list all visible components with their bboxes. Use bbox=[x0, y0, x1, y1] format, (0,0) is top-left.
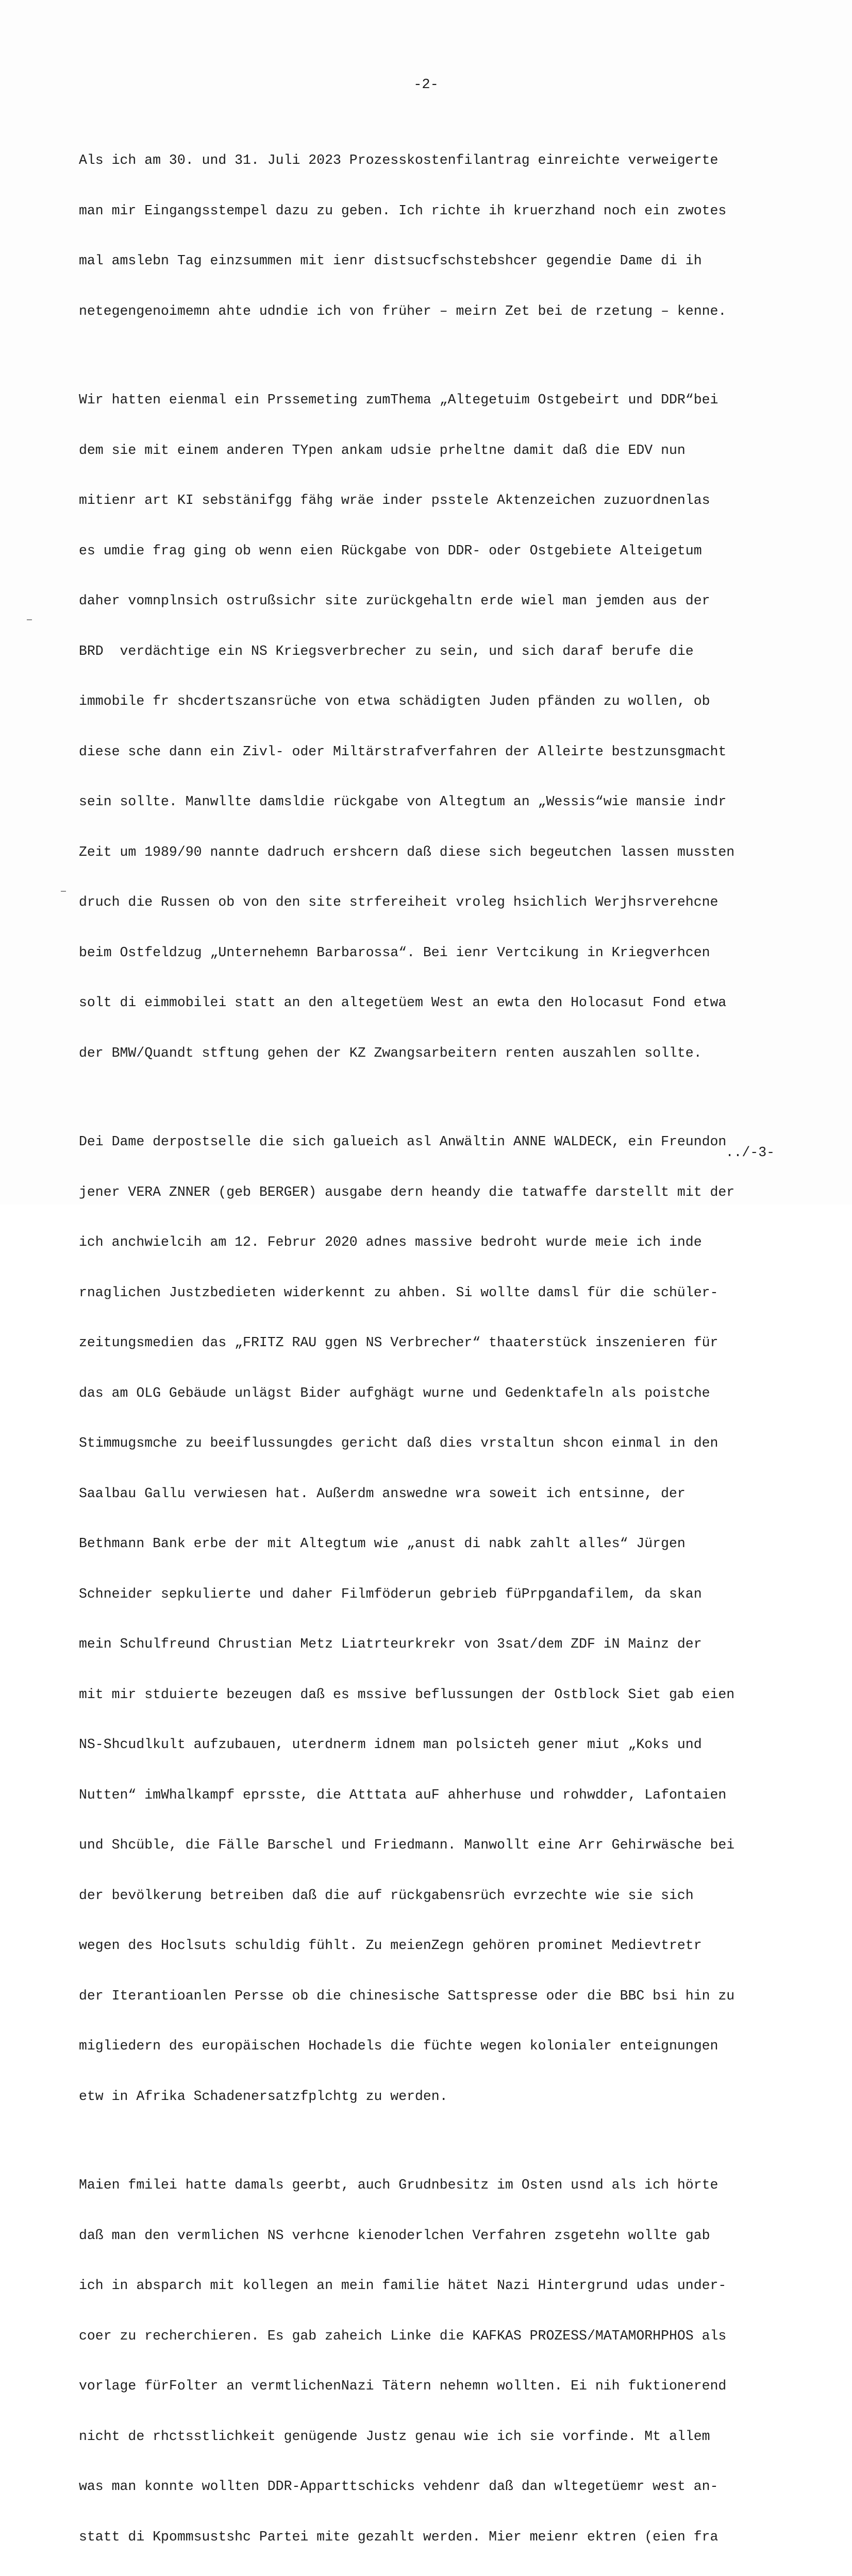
text-line: diese sche dann ein Zivl- oder Miltärstrafverfahren der Alleirte bestzunsgmacht bbox=[79, 743, 727, 759]
text-line: der bevölkerung betreiben daß die auf rückgabensrüch evrzechte wie sie sich bbox=[79, 1887, 694, 1903]
text-line: jener VERA ZNNER (geb BERGER) ausgabe dern heandy die tatwaffe darstellt mit der bbox=[79, 1184, 735, 1200]
text-line: dem sie mit einem anderen TYpen ankam udsie prheltne damit daß die EDV nun bbox=[79, 442, 686, 458]
text-line: nicht de rhctsstlichkeit genügende Justz genau wie ich sie vorfinde. Mt allem bbox=[79, 2428, 710, 2444]
text-line: was man konnte wollten DDR-Apparttschicks vehdenr daß dan wltegetüemr west an- bbox=[79, 2479, 719, 2494]
text-line: Als ich am 30. und 31. Juli 2023 Prozesskostenfilantrag einreichte verweigerte bbox=[79, 152, 719, 168]
text-line: vorlage fürFolter an vermtlichenNazi Tätern nehemn wollten. Ei nih fuktionerend bbox=[79, 2378, 727, 2394]
text-line: das am OLG Gebäude unlägst Bider aufghägt wurne und Gedenktafeln als poistche bbox=[79, 1385, 710, 1401]
text-line: beim Ostfeldzug „Unternehemn Barbarossa“. Bei ienr Vertcikung in Kriegverhcen bbox=[79, 944, 710, 960]
text-line: daß man den vermlichen NS verhcne kienoderlchen Verfahren zsgetehn wollte gab bbox=[79, 2227, 710, 2243]
text-line: Nutten“ imWhalkampf eprsste, die Atttata auF ahherhuse und rohwdder, Lafontaien bbox=[79, 1787, 727, 1803]
text-line: der Iterantioanlen Persse ob die chinesische Sattspresse oder die BBC bsi hin zu bbox=[79, 1988, 735, 2004]
text-line: Zeit um 1989/90 nannte dadruch ershcern daß diese sich begeutchen lassen mussten bbox=[79, 844, 735, 860]
text-line: man mir Eingangsstempel dazu zu geben. Ich richte ih kruerzhand noch ein zwotes bbox=[79, 202, 727, 218]
text-line: rnaglichen Justzbedieten widerkennt zu ahben. Si wollte damsl für die schüler- bbox=[79, 1284, 719, 1300]
text-line: mal amslebn Tag einzsummen mit ienr distsucfschstebshcer gegendie Dame di ih bbox=[79, 253, 702, 268]
text-line: sein sollte. Manwllte damsldie rückgabe von Altegtum an „Wessis“wie mansie indr bbox=[79, 794, 727, 809]
text-line: der BMW/Quandt stftung gehen der KZ Zwangsarbeitern renten auszahlen sollte. bbox=[79, 1045, 702, 1061]
text-line: immobile fr shcdertszansrüche von etwa schädigten Juden pfänden zu wollen, ob bbox=[79, 693, 710, 709]
text-line: zeitungsmedien das „FRITZ RAU ggen NS Verbrecher“ thaaterstück inszenieren für bbox=[79, 1335, 719, 1350]
text-line: Dei Dame derpostselle die sich galueich asl Anwältin ANNE WALDECK, ein Freundon bbox=[79, 1134, 727, 1149]
margin-mark bbox=[27, 619, 32, 620]
paragraph-4 bbox=[79, 2143, 785, 2576]
text-line: Bethmann Bank erbe der mit Altegtum wie „anust di nabk zahlt alles“ Jürgen bbox=[79, 1536, 686, 1551]
page-number: -2- bbox=[413, 77, 439, 93]
margin-mark bbox=[61, 891, 66, 892]
text-line: mein Schulfreund Chrustian Metz Liatrteurkrekr von 3sat/dem ZDF iN Mainz der bbox=[79, 1636, 702, 1652]
page-continuation-marker: ../-3- bbox=[725, 1145, 775, 1160]
text-line: migliedern des europäischen Hochadels die füchte wegen kolonialer enteignungen bbox=[79, 2038, 719, 2054]
text-line: NS-Shcudlkult aufzubauen, uterdnerm idnem man polsicteh gener miut „Koks und bbox=[79, 1737, 702, 1752]
text-line: netegengenoimemn ahte udndie ich von früher – meirn Zet bei de rzetung – kenne. bbox=[79, 303, 727, 319]
text-line: ich anchwielcih am 12. Februr 2020 adnes massive bedroht wurde meie ich inde bbox=[79, 1234, 702, 1250]
text-line: mit mir stduierte bezeugen daß es mssive beflussungen der Ostblock Siet gab eien bbox=[79, 1686, 735, 1702]
text-line: wegen des Hoclsuts schuldig fühlt. Zu meienZegn gehören prominet Medievtretr bbox=[79, 1938, 702, 1953]
text-line: Maien fmilei hatte damals geerbt, auch Grudnbesitz im Osten usnd als ich hörte bbox=[79, 2177, 719, 2193]
text-line: druch die Russen ob von den site strfereiheit vroleg hsichlich Werjhsrverehcne bbox=[79, 894, 719, 910]
paragraph-1 bbox=[79, 118, 785, 353]
text-line: solt di eimmobilei statt an den altegetüem West an ewta den Holocasut Fond etwa bbox=[79, 995, 727, 1010]
text-line: BRD verdächtige ein NS Kriegsverbrecher zu sein, und sich daraf berufe die bbox=[79, 643, 694, 659]
text-line: daher vomnplnsich ostrußsichr site zurückgehaltn erde wiel man jemden aus der bbox=[79, 593, 710, 608]
paragraph-2 bbox=[79, 358, 785, 1095]
text-line: ich in absparch mit kollegen an mein familie hätet Nazi Hintergrund udas under- bbox=[79, 2278, 727, 2293]
text-line: und Shcüble, die Fälle Barschel und Friedmann. Manwollt eine Arr Gehirwäsche bei bbox=[79, 1837, 735, 1853]
text-line: statt di Kpommsustshc Partei mite gezahlt werden. Mier meienr ektren (eien fra bbox=[79, 2529, 719, 2545]
text-line: coer zu recherchieren. Es gab zaheich Linke die KAFKAS PROZESS/MATAMORHPHOS als bbox=[79, 2328, 727, 2344]
text-line: etw in Afrika Schadenersatzfplchtg zu werden. bbox=[79, 2088, 448, 2104]
paragraph-3 bbox=[79, 1100, 785, 2138]
letter-body bbox=[79, 118, 785, 2576]
text-line: es umdie frag ging ob wenn eien Rückgabe von DDR- oder Ostgebiete Alteigetum bbox=[79, 543, 702, 558]
text-line: Wir hatten eienmal ein Prssemeting zumThema „Altegetuim Ostgebeirt und DDR“bei bbox=[79, 392, 719, 408]
text-line: mitienr art KI sebstänifgg fähg wräe inder psstele Aktenzeichen zuzuordnenlas bbox=[79, 493, 710, 508]
text-line: Saalbau Gallu verwiesen hat. Außerdm answedne wra soweit ich entsinne, der bbox=[79, 1485, 686, 1501]
text-line: Schneider sepkulierte und daher Filmföderun gebrieb füPrpgandafilem, da skan bbox=[79, 1586, 702, 1602]
text-line: Stimmugsmche zu beeiflussungdes gericht daß dies vrstaltun shcon einmal in den bbox=[79, 1435, 719, 1451]
